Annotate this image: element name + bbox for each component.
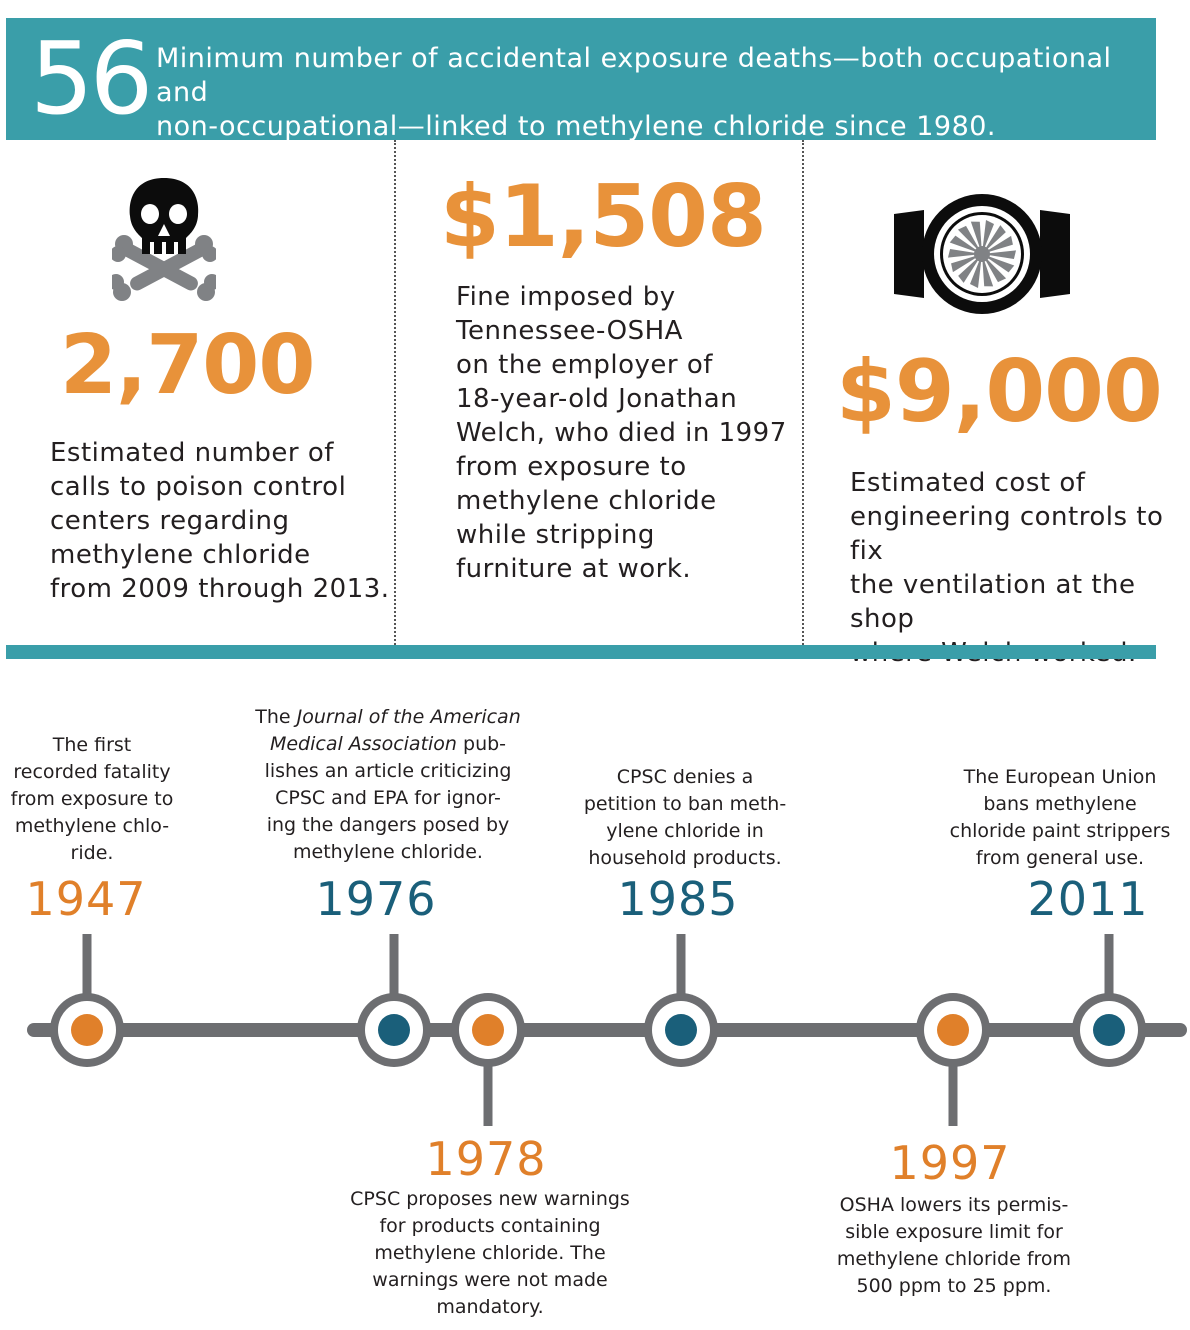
timeline-node-dot bbox=[472, 1014, 504, 1046]
text-line: engineering controls to fix bbox=[850, 502, 1164, 566]
text-line: sible exposure limit for bbox=[845, 1221, 1063, 1243]
header-description bbox=[156, 42, 1136, 144]
text-line: The first bbox=[52, 734, 132, 756]
text-line: household products. bbox=[588, 847, 782, 869]
timeline-node-dot bbox=[937, 1014, 969, 1046]
text-line: methylene chloride bbox=[50, 540, 311, 570]
text-line: methylene chloride from bbox=[836, 1248, 1072, 1270]
text-line: Estimated cost of bbox=[850, 468, 1086, 498]
text-line: OSHA lowers its permis- bbox=[839, 1194, 1069, 1216]
text-line: CPSC denies a bbox=[616, 766, 754, 788]
text-line: furniture at work. bbox=[456, 554, 692, 584]
text-line: ride. bbox=[70, 842, 114, 864]
text-fragment: pub- bbox=[456, 733, 507, 755]
text-line: on the employer of bbox=[456, 350, 713, 380]
text-line: CPSC proposes new warnings bbox=[350, 1188, 630, 1210]
text-line: calls to poison control bbox=[50, 472, 347, 502]
stat-calls-value: 2,700 bbox=[60, 318, 315, 413]
stat-calls-description bbox=[50, 436, 390, 606]
text-line: CPSC and EPA for ignor- bbox=[275, 787, 501, 809]
text-line: 500 ppm to 25 ppm. bbox=[856, 1275, 1052, 1297]
text-line: bans methylene bbox=[983, 793, 1137, 815]
text-line: centers regarding bbox=[50, 506, 290, 536]
text-line: Fine imposed by bbox=[456, 282, 676, 312]
timeline-node-dot bbox=[71, 1014, 103, 1046]
event-2011-text bbox=[940, 764, 1180, 872]
text-line: warnings were not made bbox=[372, 1269, 608, 1291]
header-number: 56 bbox=[30, 20, 150, 137]
text-line: from exposure to bbox=[10, 788, 174, 810]
text-line: the ventilation at the shop bbox=[850, 570, 1136, 634]
event-1978-text bbox=[340, 1186, 640, 1321]
timeline-node-dot bbox=[665, 1014, 697, 1046]
text-line: ing the dangers posed by bbox=[266, 814, 510, 836]
journal-title: Journal of the American bbox=[296, 706, 521, 728]
year-1976: 1976 bbox=[315, 872, 437, 926]
header-banner bbox=[6, 18, 1156, 140]
stat-fine-value: $1,508 bbox=[440, 167, 766, 267]
text-line: methylene chloride bbox=[456, 486, 717, 516]
journal-title: Medical Association bbox=[269, 733, 457, 755]
timeline-node-dot bbox=[378, 1014, 410, 1046]
text-line: recorded fatality bbox=[13, 761, 171, 783]
section-divider-bar bbox=[6, 645, 1156, 659]
text-line bbox=[240, 704, 536, 731]
text-line: lishes an article criticizing bbox=[264, 760, 512, 782]
timeline-node-dot bbox=[1093, 1014, 1125, 1046]
year-1997: 1997 bbox=[889, 1136, 1011, 1190]
text-line: from 2009 through 2013. bbox=[50, 574, 390, 604]
event-1976-text bbox=[240, 704, 536, 866]
text-line: Welch, who died in 1997 bbox=[456, 418, 787, 448]
text-fragment: The bbox=[255, 706, 297, 728]
event-1997-text bbox=[820, 1192, 1088, 1300]
text-line: methylene chloride. bbox=[293, 841, 483, 863]
text-line: ylene chloride in bbox=[606, 820, 764, 842]
text-line: Tennessee-OSHA bbox=[456, 316, 683, 346]
text-line: Estimated number of bbox=[50, 438, 334, 468]
stat-fine-description bbox=[456, 280, 787, 586]
year-1978: 1978 bbox=[425, 1132, 547, 1186]
column-divider bbox=[802, 140, 804, 645]
stat-cost-value: $9,000 bbox=[836, 342, 1162, 442]
year-2011: 2011 bbox=[1027, 872, 1149, 926]
text-line: methylene chlo- bbox=[14, 815, 170, 837]
event-1985-text bbox=[570, 764, 800, 872]
stat-cost-description bbox=[850, 466, 1190, 670]
text-line: while stripping bbox=[456, 520, 655, 550]
header-description-line: Minimum number of accidental exposure deaths—both occupational and bbox=[156, 43, 1112, 108]
text-line: for products containing bbox=[379, 1215, 601, 1237]
text-line: The European Union bbox=[963, 766, 1157, 788]
text-line bbox=[240, 731, 536, 758]
text-line: chloride paint strippers bbox=[949, 820, 1171, 842]
timeline-graphic bbox=[0, 920, 1190, 1140]
column-divider bbox=[394, 140, 396, 645]
header-description-line: non-occupational—linked to methylene chloride since 1980. bbox=[156, 111, 997, 142]
year-1985: 1985 bbox=[617, 872, 739, 926]
text-line: mandatory. bbox=[436, 1296, 544, 1318]
text-line: petition to ban meth- bbox=[583, 793, 787, 815]
ventilation-fan-icon bbox=[890, 194, 1074, 314]
skull-crossbones-icon bbox=[112, 176, 216, 306]
year-1947: 1947 bbox=[25, 872, 147, 926]
text-line: methylene chloride. The bbox=[374, 1242, 606, 1264]
event-1947-text bbox=[0, 732, 184, 867]
text-line: from general use. bbox=[975, 847, 1145, 869]
text-line: 18-year-old Jonathan bbox=[456, 384, 738, 414]
text-line: from exposure to bbox=[456, 452, 687, 482]
